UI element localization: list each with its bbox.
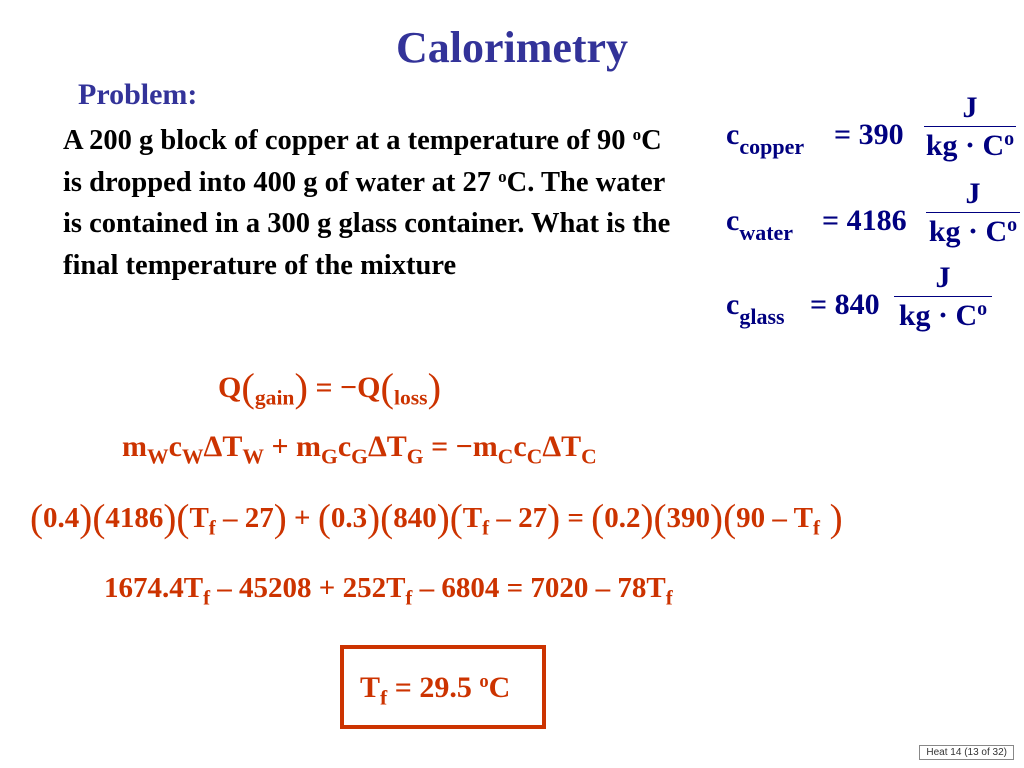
problem-statement: A 200 g block of copper at a temperature of 90 $^o$C is dropped into 400 g of water at 27 $^o$C. The water is contained in a 300 g glass container. What is the final temperature of the mixture (63, 125, 671, 281)
answer-box (340, 645, 546, 729)
equation-expanded: $1674.4T_f - 45208 + 252T_f - 6804 = 7020 - 78T_f$ (104, 572, 673, 610)
equation-substitution: $(0.4)(4186)(T_f - 27) + (0.3)(840)(T_f - 27) = (0.2)(390)(90 - T_f$ ) (30, 497, 843, 540)
problem-label: Problem: (78, 78, 198, 111)
answer-equation: $T_f = 29.5$ $^o$C (360, 670, 511, 710)
slide-counter: Heat 14 (13 of 32) (919, 745, 1014, 760)
equation-symbolic: $m_Wc_W\Delta T_W + m_Gc_G\Delta T_G = -m_Cc_C\Delta T_C$ (122, 430, 597, 469)
slide-title: Calorimetry (395, 23, 629, 72)
equation-heat-balance: $Q(_{gain}) = -Q(_{loss})$ (218, 365, 442, 410)
